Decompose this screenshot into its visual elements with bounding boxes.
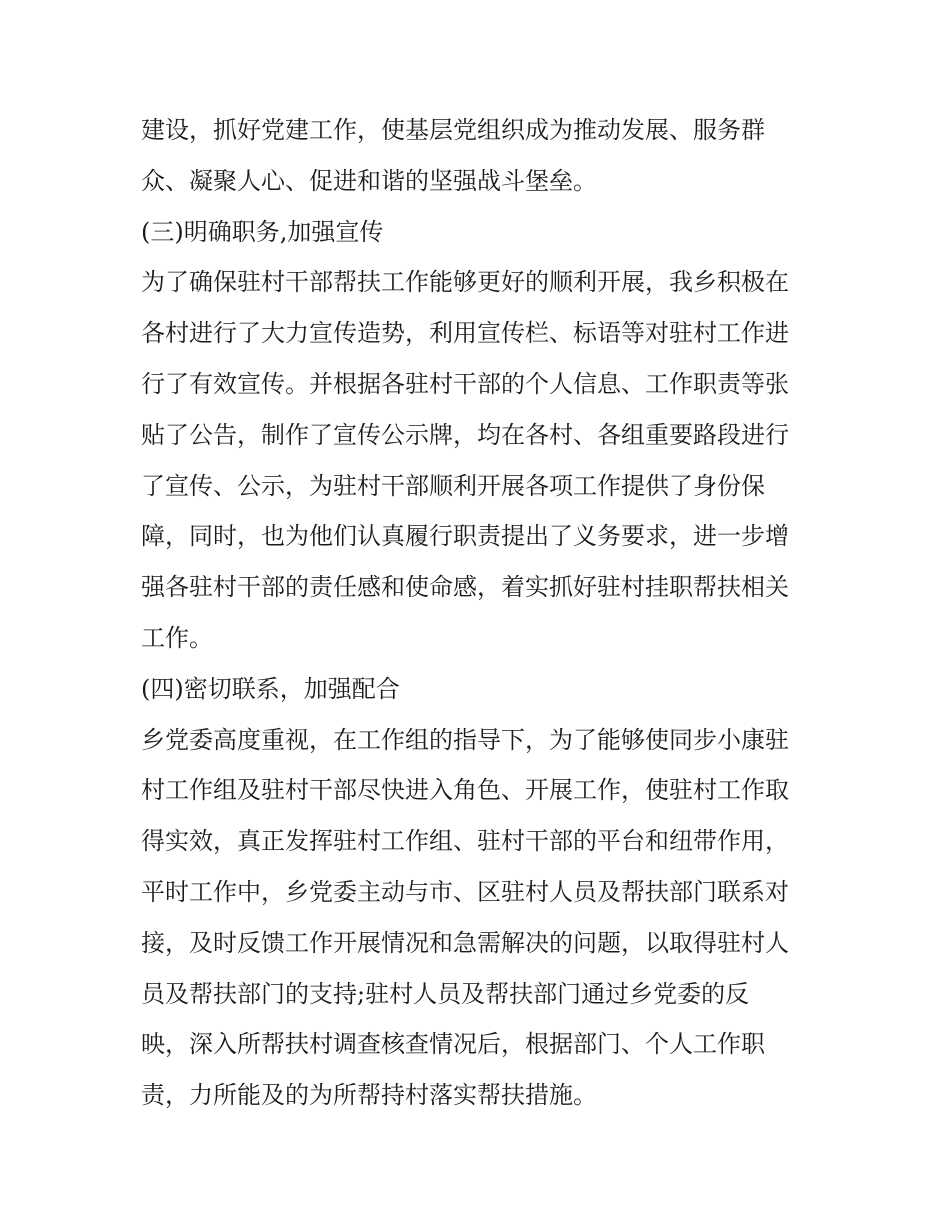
paragraph-line: 众、凝聚人心、促进和谐的坚强战斗堡垒。	[141, 166, 597, 195]
paragraph-line: 各村进行了大力宣传造势，利用宣传栏、标语等对驻村工作进	[141, 319, 789, 348]
paragraph-line: 为了确保驻村干部帮扶工作能够更好的顺利开展，我乡积极在	[141, 268, 789, 297]
section-heading: (三)明确职务,加强宣传	[141, 217, 384, 246]
paragraph-line: 行了有效宣传。并根据各驻村干部的个人信息、工作职责等张	[141, 369, 789, 398]
section-heading: (四)密切联系，加强配合	[141, 674, 400, 703]
paragraph-line: 平时工作中，乡党委主动与市、区驻村人员及帮扶部门联系对	[141, 877, 789, 906]
paragraph-line: 了宣传、公示，为驻村干部顺利开展各项工作提供了身份保	[141, 471, 765, 500]
body-text	[141, 105, 821, 1121]
paragraph-line: 强各驻村干部的责任感和使命感，着实抓好驻村挂职帮扶相关	[141, 573, 789, 602]
paragraph-line: 映，深入所帮扶村调查核查情况后，根据部门、个人工作职	[141, 1030, 765, 1059]
paragraph-line: 员及帮扶部门的支持;驻村人员及帮扶部门通过乡党委的反	[141, 979, 750, 1008]
paragraph-line: 建设，抓好党建工作，使基层党组织成为推动发展、服务群	[141, 116, 765, 144]
paragraph-line: 贴了公告，制作了宣传公示牌，均在各村、各组重要路段进行	[141, 420, 789, 449]
paragraph-line: 乡党委高度重视，在工作组的指导下，为了能够使同步小康驻	[141, 725, 789, 754]
paragraph-line: 村工作组及驻村干部尽快进入角色、开展工作，使驻村工作取	[141, 776, 789, 805]
paragraph-line: 得实效，真正发挥驻村工作组、驻村干部的平台和纽带作用，	[141, 827, 789, 856]
paragraph-line: 责，力所能及的为所帮持村落实帮扶措施。	[141, 1081, 597, 1110]
paragraph-line: 工作。	[141, 623, 213, 652]
paragraph-line: 接，及时反馈工作开展情况和急需解决的问题，以取得驻村人	[141, 928, 789, 957]
paragraph-line: 障，同时，也为他们认真履行职责提出了义务要求，进一步增	[141, 522, 789, 551]
